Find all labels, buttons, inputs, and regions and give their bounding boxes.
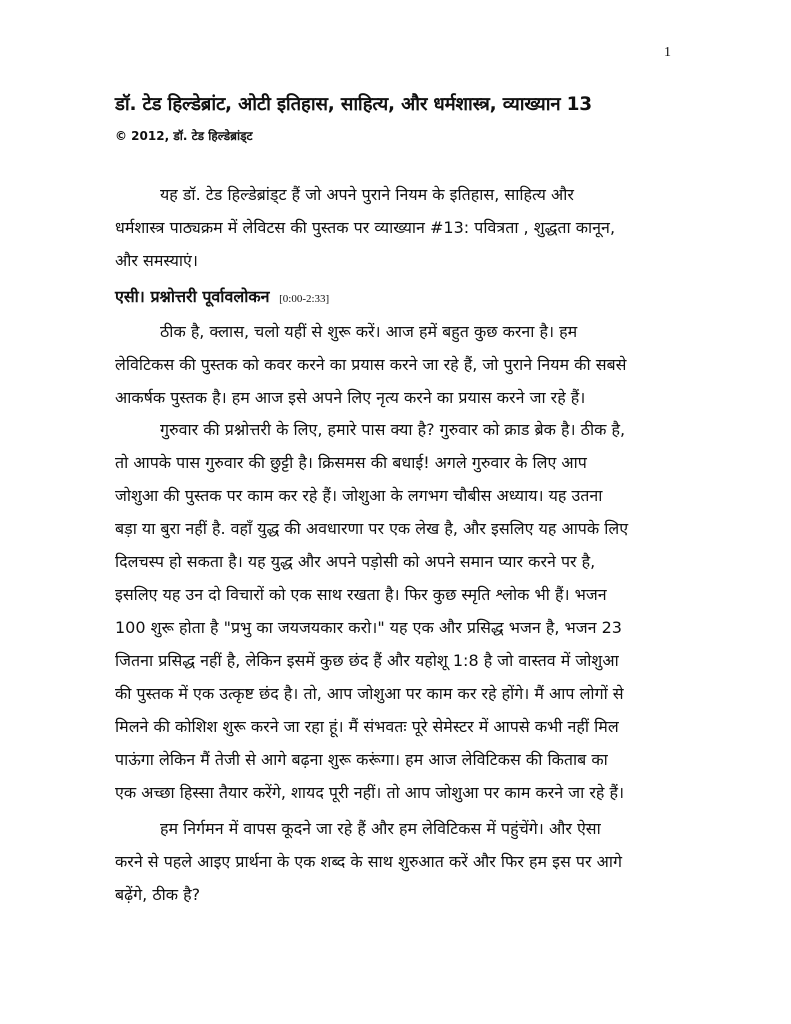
section-heading-text: एसी। प्रश्नोत्तरी पूर्वावलोकन [115,287,270,306]
intro-paragraph [115,178,685,277]
text-line: बढ़ेंगे, ठीक है? [115,885,201,904]
text-line: यह डॉ. टेड हिल्डेब्रांड्ट हैं जो अपने पुराने नियम के इतिहास, साहित्य और [160,185,574,204]
text-line: तो आपके पास गुरुवार की छुट्टी है। क्रिसमस की बधाई! अगले गुरुवार के लिए आप [115,453,587,472]
body-paragraph-2 [115,413,685,809]
text-line: जोशुआ की पुस्तक पर काम कर रहे हैं। जोशुआ के लगभग चौबीस अध्याय। यह उतना [115,486,603,505]
text-line: जितना प्रसिद्ध नहीं है, लेकिन इसमें कुछ छंद हैं और यहोशू 1:8 है जो वास्तव में जोशुआ [115,651,619,670]
text-line: लेविटिकस की पुस्तक को कवर करने का प्रयास करने जा रहे हैं, जो पुराने नियम की सबसे [115,355,627,374]
body-paragraph-1 [115,315,685,414]
text-line: धर्मशास्त्र पाठ्यक्रम में लेविटस की पुस्तक पर व्याख्यान #13: पवित्रता , शुद्धता कानून, [115,218,616,237]
copyright-notice: © 2012, डॉ. टेड हिल्डेब्रांड्ट [115,129,253,143]
text-line: हम निर्गमन में वापस कूदने जा रहे हैं और हम लेविटिकस में पहुंचेंगे। और ऐसा [160,819,601,838]
text-line: की पुस्तक में एक उत्कृष्ट छंद है। तो, आप जोशुआ पर काम कर रहे होंगे। मैं आप लोगों से [115,684,624,703]
text-line: ठीक है, क्लास, चलो यहीं से शुरू करें। आज हमें बहुत कुछ करना है। हम [160,322,578,341]
text-line: इसलिए यह उन दो विचारों को एक साथ रखता है। फिर कुछ स्मृति श्लोक भी हैं। भजन [115,585,607,604]
section-heading [115,285,329,307]
text-line: दिलचस्प हो सकता है। यह युद्ध और अपने पड़ोसी को अपने समान प्यार करने पर है, [115,552,596,571]
body-paragraph-3 [115,812,685,911]
text-line: आकर्षक पुस्तक है। हम आज इसे अपने लिए नृत्य करने का प्रयास करने जा रहे हैं। [115,388,586,407]
text-line: गुरुवार की प्रश्नोत्तरी के लिए, हमारे पास क्या है? गुरुवार को क्राड ब्रेक है। ठीक है, [160,420,626,439]
text-line: पाऊंगा लेकिन मैं तेजी से आगे बढ़ना शुरू करूंगा। हम आज लेविटिकस की किताब का [115,750,608,769]
section-timestamp: [0:00-2:33] [279,293,330,305]
page-number: 1 [664,45,671,60]
text-line: और समस्याएं। [115,251,198,270]
text-line: बड़ा या बुरा नहीं है. वहाँ युद्ध की अवधारणा पर एक लेख है, और इसलिए यह आपके लिए [115,519,629,538]
text-line: 100 शुरू होता है "प्रभु का जयजयकार करो।" यह एक और प्रसिद्ध भजन है, भजन 23 [115,618,622,637]
text-line: मिलने की कोशिश शुरू करने जा रहा हूं। मैं संभवतः पूरे सेमेस्टर में आपसे कभी नहीं मिल [115,717,619,736]
document-title: डॉ. टेड हिल्डेब्रांट, ओटी इतिहास, साहित्य, और धर्मशास्त्र, व्याख्यान 13 [115,94,592,115]
text-line: एक अच्छा हिस्सा तैयार करेंगे, शायद पूरी नहीं। तो आप जोशुआ पर काम करने जा रहे हैं। [115,783,625,802]
text-line: करने से पहले आइए प्रार्थना के एक शब्द के साथ शुरुआत करें और फिर हम इस पर आगे [115,852,622,871]
